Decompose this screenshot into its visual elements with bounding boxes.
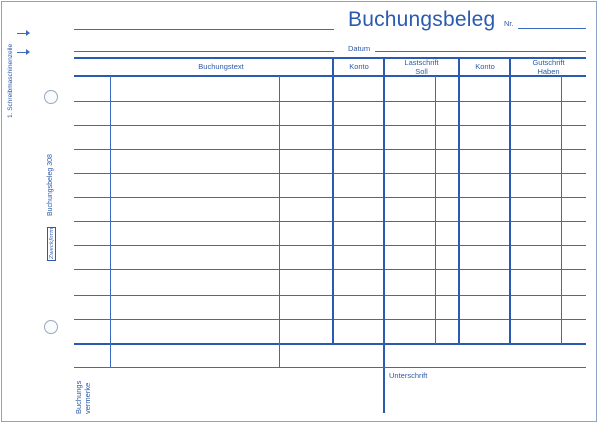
col-line-gutschrift-cents — [561, 76, 562, 344]
col-header-gutschrift-line2: Haben — [537, 67, 560, 76]
brand-logo: Zweckform — [49, 227, 55, 259]
col-line-gutschrift-left — [509, 57, 511, 344]
col-header-gutschrift — [511, 58, 586, 76]
header-line-2[interactable] — [74, 51, 334, 52]
typewriter-line-arrow-2 — [26, 49, 30, 55]
form-number-label: Buchungsbeleg 308 — [47, 154, 54, 216]
typewriter-line-label: 1. Schreibmaschinenzeile — [7, 43, 14, 118]
unterschrift-label: Unterschrift — [389, 371, 428, 380]
col-line-lastschrift-left — [383, 57, 385, 413]
col-line-konto-haben-left — [458, 57, 460, 344]
col-line-lastschrift-cents — [435, 76, 436, 344]
datum-label: Datum — [348, 44, 371, 53]
footer-top-line — [74, 367, 586, 368]
punch-hole-top — [44, 90, 58, 104]
vermerke-label-line1: Buchungs — [74, 380, 83, 414]
col-line-buchungstext-inner — [279, 76, 280, 368]
col-header-buchungstext: Buchungstext — [198, 62, 244, 71]
col-header-gutschrift-line1: Gutschrift — [532, 58, 565, 67]
col-header-lastschrift-line2: Soll — [415, 67, 428, 76]
col-header-lastschrift — [385, 58, 458, 76]
form-title: Buchungsbeleg — [348, 8, 496, 31]
typewriter-line-arrow-1 — [26, 30, 30, 36]
nr-field-line[interactable] — [518, 28, 586, 29]
col-header-lastschrift-line1: Lastschrift — [404, 58, 439, 67]
datum-field-line[interactable] — [375, 51, 586, 52]
col-header-konto-haben: Konto — [475, 62, 495, 71]
punch-hole-bottom — [44, 320, 58, 334]
col-header-konto-soll: Konto — [349, 62, 369, 71]
vermerke-label-line2: vermerke — [83, 382, 92, 414]
col-line-konto-soll-left — [332, 57, 334, 344]
nr-label: Nr. — [504, 19, 514, 28]
header-line-1[interactable] — [74, 29, 334, 30]
col-line-buchungstext-left — [110, 76, 111, 368]
